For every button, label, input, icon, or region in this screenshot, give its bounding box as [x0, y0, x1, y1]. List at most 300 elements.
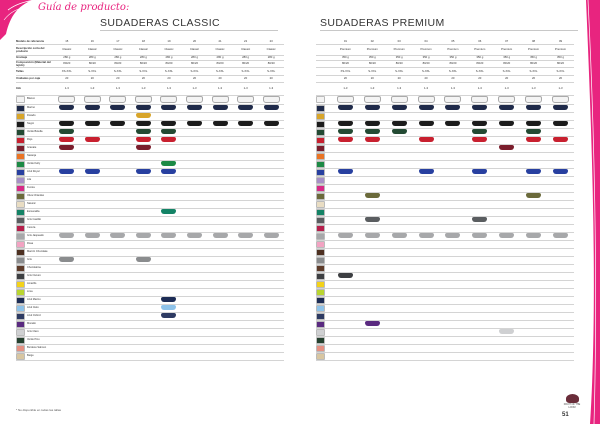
cell: S-XXL: [386, 67, 413, 75]
color-row: [316, 153, 574, 161]
color-swatch: [16, 161, 25, 168]
availability-cell: [207, 313, 233, 321]
availability-cell: [233, 313, 259, 321]
availability-cell: [182, 161, 208, 169]
cell: S-XXL: [547, 67, 574, 75]
availability-cell: [493, 297, 520, 305]
availability-cell: [493, 145, 520, 153]
availability-cell: [54, 225, 80, 233]
cell: 80/20: [182, 60, 208, 67]
availability-cell: [520, 337, 547, 345]
color-row: [16, 209, 284, 217]
cell: 20: [105, 75, 131, 82]
availability-cell: [156, 329, 182, 337]
color-name: Rojo: [27, 138, 33, 142]
color-row: [316, 321, 574, 329]
availability-cell: [80, 313, 106, 321]
availability-cell: [54, 289, 80, 297]
availability-cell: [258, 209, 284, 217]
availability-cell: [54, 297, 80, 305]
color-name: Gris Castillo: [27, 218, 41, 222]
availability-cell: [332, 233, 359, 241]
color-row: [316, 217, 574, 225]
cell: S-XXL: [493, 67, 520, 75]
color-label: [16, 233, 54, 241]
availability-cell: [466, 233, 493, 241]
availability-cell: [207, 281, 233, 289]
sweatshirt-icon: [136, 169, 151, 174]
availability-cell: [105, 169, 131, 177]
availability-cell: [258, 161, 284, 169]
availability-cell: [547, 337, 574, 345]
availability-cell: [156, 249, 182, 257]
availability-cell: [332, 129, 359, 137]
color-swatch: [316, 273, 325, 280]
cell: Classic: [182, 44, 208, 55]
cell: 20: [54, 75, 80, 82]
availability-cell: [386, 249, 413, 257]
availability-cell: [493, 153, 520, 161]
availability-cell: [156, 137, 182, 145]
cell: 08: [520, 39, 547, 44]
sweatshirt-icon: [161, 209, 176, 214]
color-swatch: [16, 121, 25, 128]
availability-cell: [440, 153, 467, 161]
color-swatch: [316, 265, 325, 272]
availability-cell: [54, 185, 80, 193]
availability-cell: [54, 257, 80, 265]
color-row: [316, 273, 574, 281]
classic-table: [16, 39, 284, 361]
availability-cell: [131, 169, 157, 177]
availability-cell: [233, 249, 259, 257]
cell: 1-3: [547, 82, 574, 95]
color-row: [16, 105, 284, 113]
color-row: [316, 105, 574, 113]
color-swatch: [16, 297, 25, 304]
cell: S-XXL: [413, 67, 440, 75]
cell: Classic: [80, 44, 106, 55]
color-row: [16, 137, 284, 145]
row-label: Unidades por caja: [16, 75, 54, 82]
cell: S-XXL: [105, 67, 131, 75]
availability-cell: [105, 273, 131, 281]
availability-cell: [233, 185, 259, 193]
availability-cell: [359, 129, 386, 137]
availability-cell: [233, 289, 259, 297]
color-row: [316, 281, 574, 289]
cell: 80/20: [105, 60, 131, 67]
availability-cell: [54, 281, 80, 289]
color-label: [16, 353, 54, 361]
availability-cell: [207, 129, 233, 137]
availability-cell: [80, 95, 106, 105]
availability-cell: [413, 329, 440, 337]
color-swatch: [316, 297, 325, 304]
availability-cell: [413, 265, 440, 273]
cell: Premium: [413, 44, 440, 55]
availability-cell: [80, 193, 106, 201]
availability-cell: [386, 225, 413, 233]
availability-cell: [233, 121, 259, 129]
availability-cell: [80, 225, 106, 233]
color-row: [316, 177, 574, 185]
cell: 20: [547, 75, 574, 82]
availability-cell: [233, 241, 259, 249]
availability-cell: [131, 217, 157, 225]
availability-cell: [156, 193, 182, 201]
availability-cell: [332, 329, 359, 337]
availability-cell: [105, 249, 131, 257]
sweatshirt-icon: [499, 121, 514, 126]
availability-cell: [207, 233, 233, 241]
sweatshirt-icon: [187, 105, 202, 110]
availability-cell: [258, 321, 284, 329]
color-label: [316, 233, 332, 241]
availability-cell: [131, 353, 157, 361]
color-swatch: [16, 145, 25, 152]
color-label: [316, 265, 332, 273]
color-name: Burdeos Salmon: [27, 346, 47, 350]
availability-cell: [466, 249, 493, 257]
availability-cell: [520, 257, 547, 265]
availability-cell: [207, 145, 233, 153]
availability-cell: [413, 273, 440, 281]
availability-cell: [156, 273, 182, 281]
sweatshirt-icon: [392, 129, 407, 134]
color-swatch: [16, 273, 25, 280]
color-swatch: [316, 305, 325, 312]
color-row: [16, 217, 284, 225]
availability-cell: [105, 95, 131, 105]
availability-cell: [105, 225, 131, 233]
color-name: Beige: [27, 354, 34, 358]
availability-cell: [156, 289, 182, 297]
cell: 06: [466, 39, 493, 44]
availability-cell: [156, 241, 182, 249]
header-row-composition: [16, 60, 284, 67]
cell: 20: [182, 75, 208, 82]
availability-cell: [258, 313, 284, 321]
color-row: [16, 297, 284, 305]
availability-cell: [386, 95, 413, 105]
color-swatch: [16, 305, 25, 312]
color-swatch: [316, 113, 325, 120]
availability-cell: [156, 313, 182, 321]
cell: 03: [386, 39, 413, 44]
availability-cell: [105, 321, 131, 329]
sweatshirt-icon: [418, 96, 435, 103]
sweatshirt-icon: [365, 233, 380, 238]
availability-cell: [493, 185, 520, 193]
availability-cell: [80, 105, 106, 113]
cell: 07: [493, 39, 520, 44]
color-swatch: [16, 233, 25, 240]
row-label: Descripción corta del producto: [16, 44, 54, 55]
color-row: [16, 313, 284, 321]
availability-cell: [359, 353, 386, 361]
availability-cell: [156, 321, 182, 329]
availability-cell: [493, 137, 520, 145]
availability-cell: [233, 273, 259, 281]
sweatshirt-icon: [110, 105, 125, 110]
sweatshirt-icon: [136, 137, 151, 142]
cell: S-XXL: [440, 67, 467, 75]
availability-cell: [233, 95, 259, 105]
availability-cell: [258, 177, 284, 185]
availability-cell: [131, 145, 157, 153]
availability-cell: [386, 281, 413, 289]
availability-cell: [466, 337, 493, 345]
availability-cell: [182, 345, 208, 353]
color-label: [16, 265, 54, 273]
availability-cell: [131, 289, 157, 297]
availability-cell: [493, 161, 520, 169]
availability-cell: [105, 281, 131, 289]
availability-cell: [105, 305, 131, 313]
availability-cell: [466, 305, 493, 313]
sweatshirt-icon: [186, 96, 203, 103]
color-swatch: [316, 96, 325, 103]
sweatshirt-icon: [161, 169, 176, 174]
availability-cell: [440, 225, 467, 233]
availability-cell: [359, 321, 386, 329]
cell: XS-XXL: [54, 67, 80, 75]
availability-cell: [258, 121, 284, 129]
availability-cell: [440, 297, 467, 305]
availability-cell: [359, 329, 386, 337]
cell: 280 g: [131, 55, 157, 60]
sweatshirt-icon: [392, 105, 407, 110]
availability-cell: [131, 257, 157, 265]
availability-cell: [105, 137, 131, 145]
availability-cell: [520, 169, 547, 177]
row-label: Composición (Material del tejido): [16, 60, 54, 67]
cell: 1-3: [233, 82, 259, 95]
color-label: [16, 95, 54, 105]
availability-cell: [207, 321, 233, 329]
availability-cell: [466, 289, 493, 297]
availability-cell: [359, 249, 386, 257]
availability-cell: [80, 249, 106, 257]
color-row: [316, 233, 574, 241]
premium-table: [316, 39, 574, 361]
availability-cell: [413, 209, 440, 217]
sweatshirt-icon: [187, 121, 202, 126]
availability-cell: [332, 113, 359, 121]
cell: 20: [131, 75, 157, 82]
color-label: [16, 297, 54, 305]
sweatshirt-icon: [499, 329, 514, 334]
color-label: [316, 353, 332, 361]
cell: S-XXL: [466, 67, 493, 75]
availability-cell: [233, 233, 259, 241]
availability-cell: [413, 121, 440, 129]
availability-cell: [258, 169, 284, 177]
color-label: [16, 129, 54, 137]
availability-cell: [258, 105, 284, 113]
availability-cell: [80, 137, 106, 145]
color-label: [16, 345, 54, 353]
color-label: [316, 297, 332, 305]
color-row: [16, 95, 284, 105]
cell: 20: [413, 75, 440, 82]
cell: 1-3: [493, 82, 520, 95]
cell: 80/20: [440, 60, 467, 67]
color-swatch: [16, 137, 25, 144]
cell: Classic: [233, 44, 259, 55]
availability-cell: [520, 121, 547, 129]
availability-cell: [207, 193, 233, 201]
cell: 1-3: [466, 82, 493, 95]
cell: 80/20: [386, 60, 413, 67]
cell: 22: [233, 39, 259, 44]
color-swatch: [316, 329, 325, 336]
sweatshirt-icon: [553, 137, 568, 142]
availability-cell: [547, 313, 574, 321]
color-label: [316, 113, 332, 121]
availability-cell: [413, 257, 440, 265]
availability-cell: [520, 281, 547, 289]
availability-cell: [105, 297, 131, 305]
availability-cell: [80, 353, 106, 361]
color-label: [316, 225, 332, 233]
availability-cell: [520, 289, 547, 297]
availability-cell: [359, 177, 386, 185]
availability-cell: [493, 105, 520, 113]
availability-cell: [105, 265, 131, 273]
availability-cell: [182, 137, 208, 145]
availability-cell: [493, 241, 520, 249]
color-row: [16, 353, 284, 361]
color-label: [16, 177, 54, 185]
sweatshirt-icon: [526, 137, 541, 142]
availability-cell: [233, 297, 259, 305]
availability-cell: [359, 289, 386, 297]
availability-cell: [332, 217, 359, 225]
availability-cell: [493, 265, 520, 273]
availability-cell: [386, 321, 413, 329]
cell: Premium: [520, 44, 547, 55]
availability-cell: [182, 337, 208, 345]
sweatshirt-icon: [472, 121, 487, 126]
availability-cell: [258, 257, 284, 265]
availability-cell: [359, 257, 386, 265]
availability-cell: [54, 137, 80, 145]
availability-cell: [258, 297, 284, 305]
color-row: [16, 345, 284, 353]
color-row: [16, 265, 284, 273]
availability-cell: [258, 241, 284, 249]
cell: 80/20: [258, 60, 284, 67]
color-label: [16, 161, 54, 169]
availability-cell: [547, 95, 574, 105]
sweatshirt-icon: [365, 121, 380, 126]
availability-cell: [105, 113, 131, 121]
availability-cell: [233, 217, 259, 225]
availability-cell: [258, 225, 284, 233]
availability-cell: [332, 185, 359, 193]
color-label: [16, 193, 54, 201]
availability-cell: [156, 225, 182, 233]
availability-cell: [233, 169, 259, 177]
color-row: [316, 209, 574, 217]
availability-cell: [466, 209, 493, 217]
fruit-logo-icon: [566, 394, 579, 403]
availability-cell: [466, 95, 493, 105]
color-label: [16, 321, 54, 329]
availability-cell: [182, 313, 208, 321]
cell: 21: [207, 39, 233, 44]
availability-cell: [156, 209, 182, 217]
color-label: [316, 329, 332, 337]
availability-cell: [332, 305, 359, 313]
cell: 1-3: [520, 82, 547, 95]
sweatshirt-icon: [526, 105, 541, 110]
color-label: [316, 153, 332, 161]
color-swatch: [316, 129, 325, 136]
availability-cell: [182, 185, 208, 193]
color-swatch: [16, 289, 25, 296]
availability-cell: [332, 145, 359, 153]
cell: XS-XXL: [332, 67, 359, 75]
availability-cell: [520, 321, 547, 329]
availability-cell: [54, 169, 80, 177]
availability-cell: [466, 281, 493, 289]
sweatshirt-icon: [499, 145, 514, 150]
availability-cell: [80, 257, 106, 265]
availability-cell: [156, 265, 182, 273]
availability-cell: [156, 129, 182, 137]
cell: Premium: [547, 44, 574, 55]
availability-cell: [359, 225, 386, 233]
classic-title: SUDADERAS CLASSIC: [100, 17, 220, 29]
header-row-info: [16, 82, 284, 95]
availability-cell: [386, 177, 413, 185]
cell: 05: [440, 39, 467, 44]
availability-cell: [413, 169, 440, 177]
availability-cell: [386, 305, 413, 313]
cell: 80/20: [359, 60, 386, 67]
availability-cell: [440, 217, 467, 225]
cell: 20: [80, 75, 106, 82]
availability-cell: [182, 329, 208, 337]
availability-cell: [440, 257, 467, 265]
cell: 20: [182, 39, 208, 44]
sweatshirt-icon: [59, 145, 74, 150]
availability-cell: [131, 305, 157, 313]
availability-cell: [156, 353, 182, 361]
color-row: [16, 145, 284, 153]
availability-cell: [182, 169, 208, 177]
availability-cell: [131, 273, 157, 281]
availability-cell: [359, 305, 386, 313]
availability-cell: [493, 169, 520, 177]
availability-cell: [547, 297, 574, 305]
availability-cell: [547, 249, 574, 257]
color-row: [316, 337, 574, 345]
availability-cell: [413, 217, 440, 225]
color-label: [316, 201, 332, 209]
color-label: [316, 321, 332, 329]
cell: S-XXL: [520, 67, 547, 75]
availability-cell: [233, 353, 259, 361]
color-row: [16, 273, 284, 281]
color-name: Lila: [27, 178, 32, 182]
availability-cell: [182, 121, 208, 129]
availability-cell: [182, 249, 208, 257]
cell: 20: [520, 75, 547, 82]
